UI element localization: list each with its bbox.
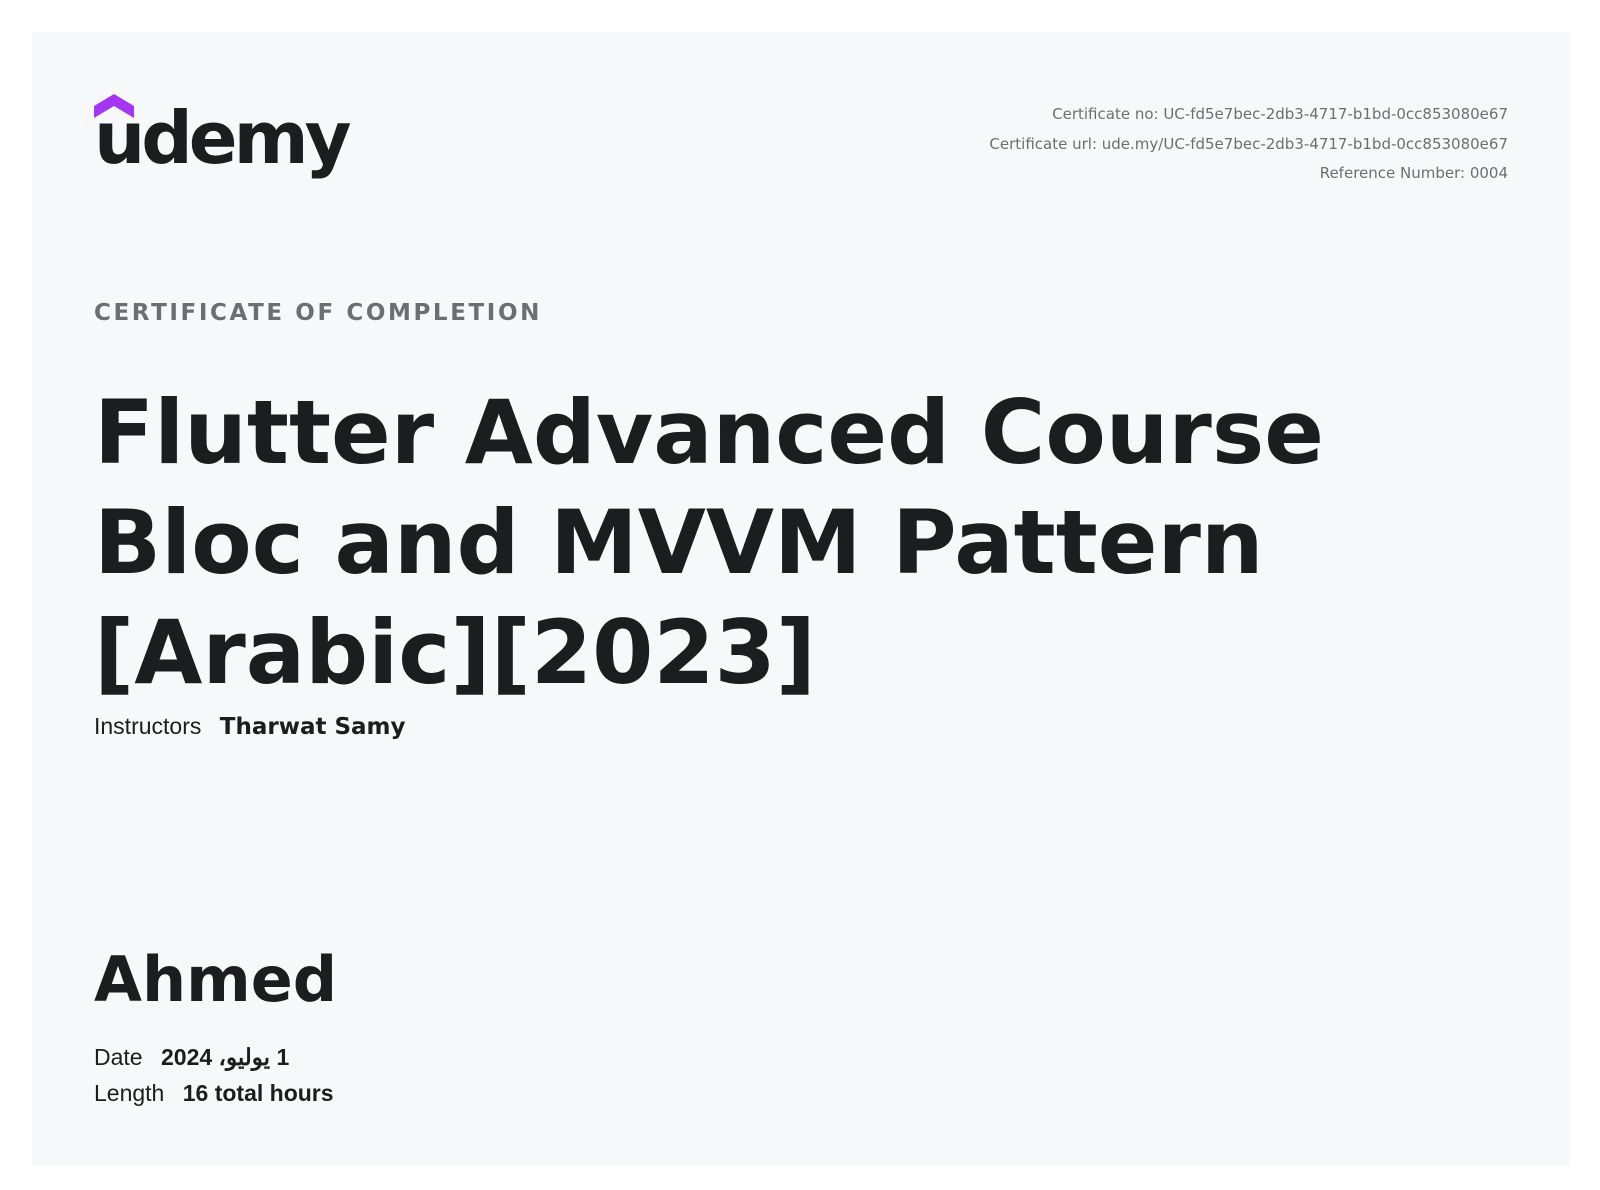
- certificate-meta: [989, 100, 1508, 189]
- udemy-logo-wordmark: udemy: [94, 96, 348, 180]
- instructors-row: [94, 713, 406, 740]
- course-title-line: Flutter Advanced Course: [94, 381, 1324, 484]
- instructors-label: Instructors: [94, 713, 202, 739]
- length-value: 16 total hours: [182, 1080, 334, 1106]
- date-label: Date: [94, 1044, 143, 1070]
- certificate: [32, 32, 1570, 1166]
- student-name: Ahmed: [94, 943, 338, 1016]
- udemy-logo: [94, 94, 354, 194]
- certificate-url: Certificate url: ude.my/UC-fd5e7bec-2db3-4717-b1bd-0cc853080e67: [989, 134, 1508, 153]
- date-row: [94, 1044, 289, 1071]
- instructor-name: Tharwat Samy: [219, 714, 406, 740]
- course-title-line: Bloc and MVVM Pattern: [94, 491, 1264, 594]
- course-title: [94, 378, 1494, 708]
- length-label: Length: [94, 1080, 165, 1106]
- course-title-line: [Arabic][2023]: [94, 601, 817, 704]
- certificate-number: Certificate no: UC-fd5e7bec-2db3-4717-b1bd-0cc853080e67: [1052, 105, 1508, 123]
- certificate-eyebrow: CERTIFICATE OF COMPLETION: [94, 300, 542, 326]
- date-value: 1 يوليو، 2024: [160, 1044, 290, 1070]
- length-row: [94, 1080, 334, 1107]
- reference-number: Reference Number: 0004: [1319, 164, 1508, 182]
